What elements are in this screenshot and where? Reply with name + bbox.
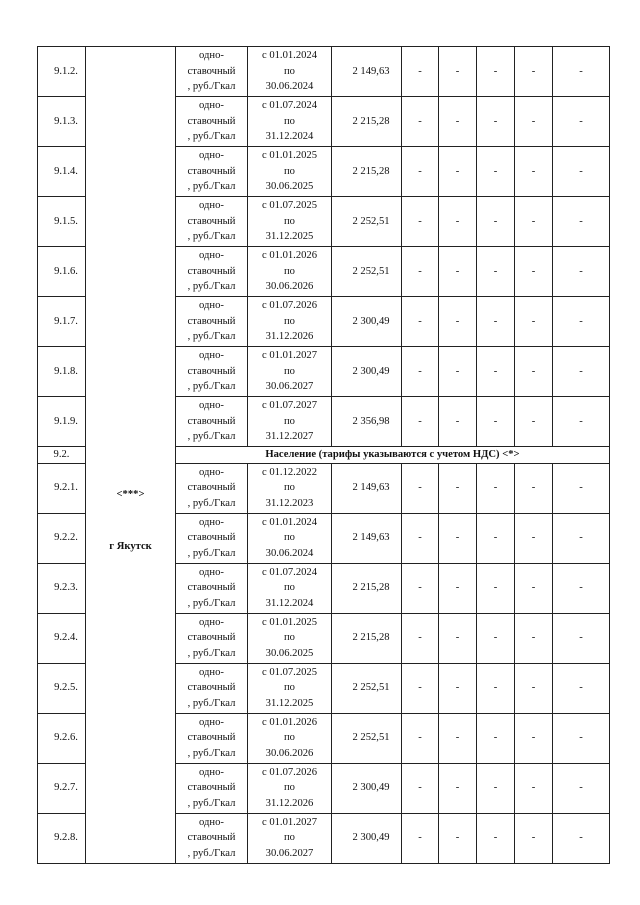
period-line: с 01.01.2024 — [261, 516, 318, 528]
unit-line: ставочный — [187, 165, 236, 177]
unit-line: , руб./Гкал — [187, 281, 236, 293]
tariff-period — [248, 563, 332, 613]
empty-value-dash: - — [402, 713, 439, 763]
tariff-unit — [176, 513, 248, 563]
empty-value-dash: - — [515, 663, 553, 713]
empty-value-dash: - — [439, 613, 477, 663]
tariff-value: 2 215,28 — [332, 147, 402, 197]
period-line: 31.12.2023 — [265, 497, 314, 509]
tariff-unit — [176, 247, 248, 297]
tariff-unit — [176, 563, 248, 613]
empty-value-dash: - — [402, 347, 439, 397]
tariff-value: 2 300,49 — [332, 763, 402, 813]
tariff-unit — [176, 763, 248, 813]
row-number: 9.1.4. — [38, 147, 86, 197]
unit-line: одно- — [199, 350, 224, 362]
empty-value-dash: - — [553, 347, 610, 397]
period-line: с 01.01.2025 — [261, 616, 318, 628]
empty-value-dash: - — [553, 713, 610, 763]
tariff-period — [248, 197, 332, 247]
empty-value-dash: - — [402, 513, 439, 563]
unit-line: одно- — [199, 300, 224, 312]
organization-cell-inner — [86, 47, 175, 863]
row-number: 9.2.3. — [38, 563, 86, 613]
organization-city: г Якутск — [109, 541, 152, 552]
empty-value-dash: - — [515, 463, 553, 513]
empty-value-dash: - — [439, 713, 477, 763]
period-line: по — [284, 682, 295, 694]
period-line: по — [284, 532, 295, 544]
empty-value-dash: - — [515, 147, 553, 197]
unit-line: одно- — [199, 716, 224, 728]
empty-value-dash: - — [477, 47, 515, 97]
period-line: с 01.01.2027 — [261, 816, 318, 828]
empty-value-dash: - — [553, 397, 610, 447]
period-line: по — [284, 265, 295, 277]
empty-value-dash: - — [402, 147, 439, 197]
period-line: по — [284, 832, 295, 844]
period-line: с 01.07.2026 — [261, 300, 318, 312]
unit-line: , руб./Гкал — [187, 547, 236, 559]
tariff-table-body — [38, 47, 610, 864]
empty-value-dash: - — [402, 197, 439, 247]
period-line: с 01.01.2027 — [261, 350, 318, 362]
unit-line: одно- — [199, 466, 224, 478]
empty-value-dash: - — [477, 513, 515, 563]
empty-value-dash: - — [553, 463, 610, 513]
period-line: по — [284, 415, 295, 427]
empty-value-dash: - — [402, 463, 439, 513]
organization-cell — [86, 47, 176, 864]
tariff-period — [248, 147, 332, 197]
unit-line: ставочный — [187, 415, 236, 427]
empty-value-dash: - — [553, 297, 610, 347]
empty-value-dash: - — [515, 97, 553, 147]
unit-line: одно- — [199, 516, 224, 528]
row-number: 9.1.8. — [38, 347, 86, 397]
empty-value-dash: - — [439, 813, 477, 863]
tariff-value: 2 215,28 — [332, 613, 402, 663]
organization-code: <***> — [116, 489, 145, 500]
empty-value-dash: - — [439, 563, 477, 613]
tariff-period — [248, 247, 332, 297]
tariff-value: 2 300,49 — [332, 813, 402, 863]
period-line: с 01.07.2026 — [261, 766, 318, 778]
empty-value-dash: - — [439, 197, 477, 247]
unit-line: ставочный — [187, 732, 236, 744]
period-line: 31.12.2025 — [265, 231, 314, 243]
period-line: 30.06.2024 — [265, 547, 314, 559]
unit-line: ставочный — [187, 832, 236, 844]
empty-value-dash: - — [477, 763, 515, 813]
empty-value-dash: - — [439, 147, 477, 197]
unit-line: , руб./Гкал — [187, 597, 236, 609]
unit-line: одно- — [199, 616, 224, 628]
empty-value-dash: - — [402, 663, 439, 713]
empty-value-dash: - — [439, 463, 477, 513]
tariff-period — [248, 813, 332, 863]
unit-line: , руб./Гкал — [187, 231, 236, 243]
empty-value-dash: - — [553, 513, 610, 563]
unit-line: , руб./Гкал — [187, 181, 236, 193]
empty-value-dash: - — [439, 47, 477, 97]
empty-value-dash: - — [439, 763, 477, 813]
period-line: по — [284, 582, 295, 594]
empty-value-dash: - — [477, 713, 515, 763]
tariff-value: 2 149,63 — [332, 47, 402, 97]
unit-line: , руб./Гкал — [187, 81, 236, 93]
tariff-value: 2 252,51 — [332, 663, 402, 713]
empty-value-dash: - — [402, 563, 439, 613]
empty-value-dash: - — [477, 563, 515, 613]
tariff-period — [248, 47, 332, 97]
unit-line: ставочный — [187, 65, 236, 77]
period-line: 30.06.2027 — [265, 847, 314, 859]
row-number: 9.2.7. — [38, 763, 86, 813]
tariff-period — [248, 713, 332, 763]
empty-value-dash: - — [515, 713, 553, 763]
row-number: 9.1.2. — [38, 47, 86, 97]
section-title: Население (тарифы указываются с учетом НДС) <*> — [176, 447, 610, 464]
row-number: 9.2.4. — [38, 613, 86, 663]
unit-line: ставочный — [187, 265, 236, 277]
period-line: по — [284, 482, 295, 494]
empty-value-dash: - — [477, 247, 515, 297]
empty-value-dash: - — [515, 47, 553, 97]
period-line: 30.06.2026 — [265, 747, 314, 759]
empty-value-dash: - — [477, 463, 515, 513]
tariff-value: 2 149,63 — [332, 513, 402, 563]
unit-line: одно- — [199, 566, 224, 578]
unit-line: ставочный — [187, 782, 236, 794]
tariff-unit — [176, 663, 248, 713]
tariff-value: 2 252,51 — [332, 197, 402, 247]
period-line: 30.06.2027 — [265, 381, 314, 393]
period-line: с 01.07.2025 — [261, 666, 318, 678]
empty-value-dash: - — [515, 347, 553, 397]
empty-value-dash: - — [515, 813, 553, 863]
tariff-period — [248, 463, 332, 513]
row-number: 9.2.1. — [38, 463, 86, 513]
period-line: с 01.07.2025 — [261, 200, 318, 212]
empty-value-dash: - — [477, 147, 515, 197]
tariff-period — [248, 763, 332, 813]
unit-line: одно- — [199, 50, 224, 62]
empty-value-dash: - — [439, 97, 477, 147]
unit-line: ставочный — [187, 365, 236, 377]
period-line: 31.12.2025 — [265, 697, 314, 709]
row-number: 9.1.6. — [38, 247, 86, 297]
empty-value-dash: - — [439, 397, 477, 447]
tariff-unit — [176, 813, 248, 863]
tariff-value: 2 356,98 — [332, 397, 402, 447]
tariff-period — [248, 347, 332, 397]
empty-value-dash: - — [477, 813, 515, 863]
period-line: 30.06.2026 — [265, 281, 314, 293]
empty-value-dash: - — [402, 297, 439, 347]
unit-line: , руб./Гкал — [187, 131, 236, 143]
empty-value-dash: - — [477, 663, 515, 713]
empty-value-dash: - — [477, 397, 515, 447]
tariff-period — [248, 513, 332, 563]
tariff-value: 2 215,28 — [332, 563, 402, 613]
period-line: с 01.01.2024 — [261, 50, 318, 62]
empty-value-dash: - — [553, 763, 610, 813]
unit-line: , руб./Гкал — [187, 331, 236, 343]
empty-value-dash: - — [402, 247, 439, 297]
empty-value-dash: - — [515, 397, 553, 447]
tariff-unit — [176, 713, 248, 763]
table-row — [38, 47, 610, 97]
period-line: по — [284, 732, 295, 744]
empty-value-dash: - — [439, 347, 477, 397]
unit-line: , руб./Гкал — [187, 647, 236, 659]
tariff-unit — [176, 397, 248, 447]
empty-value-dash: - — [439, 247, 477, 297]
period-line: с 01.01.2025 — [261, 150, 318, 162]
empty-value-dash: - — [477, 297, 515, 347]
tariff-period — [248, 97, 332, 147]
period-line: по — [284, 165, 295, 177]
empty-value-dash: - — [439, 663, 477, 713]
empty-value-dash: - — [515, 297, 553, 347]
empty-value-dash: - — [515, 613, 553, 663]
empty-value-dash: - — [553, 147, 610, 197]
empty-value-dash: - — [402, 763, 439, 813]
empty-value-dash: - — [553, 47, 610, 97]
period-line: 30.06.2025 — [265, 181, 314, 193]
unit-line: одно- — [199, 150, 224, 162]
unit-line: одно- — [199, 250, 224, 262]
unit-line: ставочный — [187, 532, 236, 544]
empty-value-dash: - — [515, 197, 553, 247]
unit-line: одно- — [199, 766, 224, 778]
unit-line: одно- — [199, 816, 224, 828]
period-line: 31.12.2024 — [265, 131, 314, 143]
tariff-period — [248, 663, 332, 713]
period-line: с 01.01.2026 — [261, 250, 318, 262]
row-number: 9.2.5. — [38, 663, 86, 713]
empty-value-dash: - — [553, 563, 610, 613]
tariff-unit — [176, 97, 248, 147]
empty-value-dash: - — [553, 663, 610, 713]
empty-value-dash: - — [553, 613, 610, 663]
unit-line: ставочный — [187, 315, 236, 327]
period-line: по — [284, 632, 295, 644]
period-line: с 01.12.2022 — [261, 466, 318, 478]
unit-line: ставочный — [187, 682, 236, 694]
row-number: 9.1.7. — [38, 297, 86, 347]
tariff-period — [248, 397, 332, 447]
tariff-table — [37, 46, 610, 864]
tariff-unit — [176, 297, 248, 347]
period-line: по — [284, 365, 295, 377]
period-line: 31.12.2027 — [265, 431, 314, 443]
unit-line: одно- — [199, 400, 224, 412]
unit-line: одно- — [199, 200, 224, 212]
empty-value-dash: - — [402, 813, 439, 863]
tariff-unit — [176, 147, 248, 197]
period-line: 31.12.2024 — [265, 597, 314, 609]
row-number: 9.2.2. — [38, 513, 86, 563]
tariff-unit — [176, 463, 248, 513]
unit-line: , руб./Гкал — [187, 847, 236, 859]
section-number: 9.2. — [38, 447, 86, 464]
empty-value-dash: - — [402, 97, 439, 147]
period-line: по — [284, 315, 295, 327]
tariff-unit — [176, 613, 248, 663]
unit-line: ставочный — [187, 582, 236, 594]
empty-value-dash: - — [439, 297, 477, 347]
empty-value-dash: - — [515, 763, 553, 813]
unit-line: ставочный — [187, 632, 236, 644]
unit-line: , руб./Гкал — [187, 747, 236, 759]
empty-value-dash: - — [477, 197, 515, 247]
row-number: 9.1.5. — [38, 197, 86, 247]
empty-value-dash: - — [402, 47, 439, 97]
empty-value-dash: - — [439, 513, 477, 563]
period-line: 31.12.2026 — [265, 331, 314, 343]
unit-line: , руб./Гкал — [187, 497, 236, 509]
empty-value-dash: - — [515, 563, 553, 613]
tariff-unit — [176, 347, 248, 397]
unit-line: ставочный — [187, 215, 236, 227]
unit-line: одно- — [199, 100, 224, 112]
empty-value-dash: - — [477, 613, 515, 663]
period-line: 30.06.2024 — [265, 81, 314, 93]
row-number: 9.2.6. — [38, 713, 86, 763]
tariff-unit — [176, 197, 248, 247]
empty-value-dash: - — [553, 97, 610, 147]
unit-line: одно- — [199, 666, 224, 678]
unit-line: , руб./Гкал — [187, 381, 236, 393]
tariff-value: 2 300,49 — [332, 347, 402, 397]
empty-value-dash: - — [553, 197, 610, 247]
period-line: по — [284, 782, 295, 794]
row-number: 9.1.9. — [38, 397, 86, 447]
tariff-value: 2 215,28 — [332, 97, 402, 147]
tariff-value: 2 149,63 — [332, 463, 402, 513]
empty-value-dash: - — [515, 247, 553, 297]
tariff-period — [248, 297, 332, 347]
row-number: 9.1.3. — [38, 97, 86, 147]
tariff-unit — [176, 47, 248, 97]
period-line: с 01.07.2024 — [261, 566, 318, 578]
empty-value-dash: - — [553, 247, 610, 297]
unit-line: , руб./Гкал — [187, 697, 236, 709]
period-line: с 01.01.2026 — [261, 716, 318, 728]
unit-line: , руб./Гкал — [187, 797, 236, 809]
empty-value-dash: - — [477, 347, 515, 397]
tariff-value: 2 300,49 — [332, 297, 402, 347]
empty-value-dash: - — [553, 813, 610, 863]
empty-value-dash: - — [402, 397, 439, 447]
period-line: 30.06.2025 — [265, 647, 314, 659]
period-line: по — [284, 65, 295, 77]
unit-line: ставочный — [187, 115, 236, 127]
period-line: 31.12.2026 — [265, 797, 314, 809]
tariff-value: 2 252,51 — [332, 713, 402, 763]
period-line: с 01.07.2027 — [261, 400, 318, 412]
period-line: по — [284, 115, 295, 127]
tariff-period — [248, 613, 332, 663]
empty-value-dash: - — [402, 613, 439, 663]
period-line: с 01.07.2024 — [261, 100, 318, 112]
period-line: по — [284, 215, 295, 227]
unit-line: , руб./Гкал — [187, 431, 236, 443]
row-number: 9.2.8. — [38, 813, 86, 863]
empty-value-dash: - — [477, 97, 515, 147]
tariff-value: 2 252,51 — [332, 247, 402, 297]
empty-value-dash: - — [515, 513, 553, 563]
unit-line: ставочный — [187, 482, 236, 494]
